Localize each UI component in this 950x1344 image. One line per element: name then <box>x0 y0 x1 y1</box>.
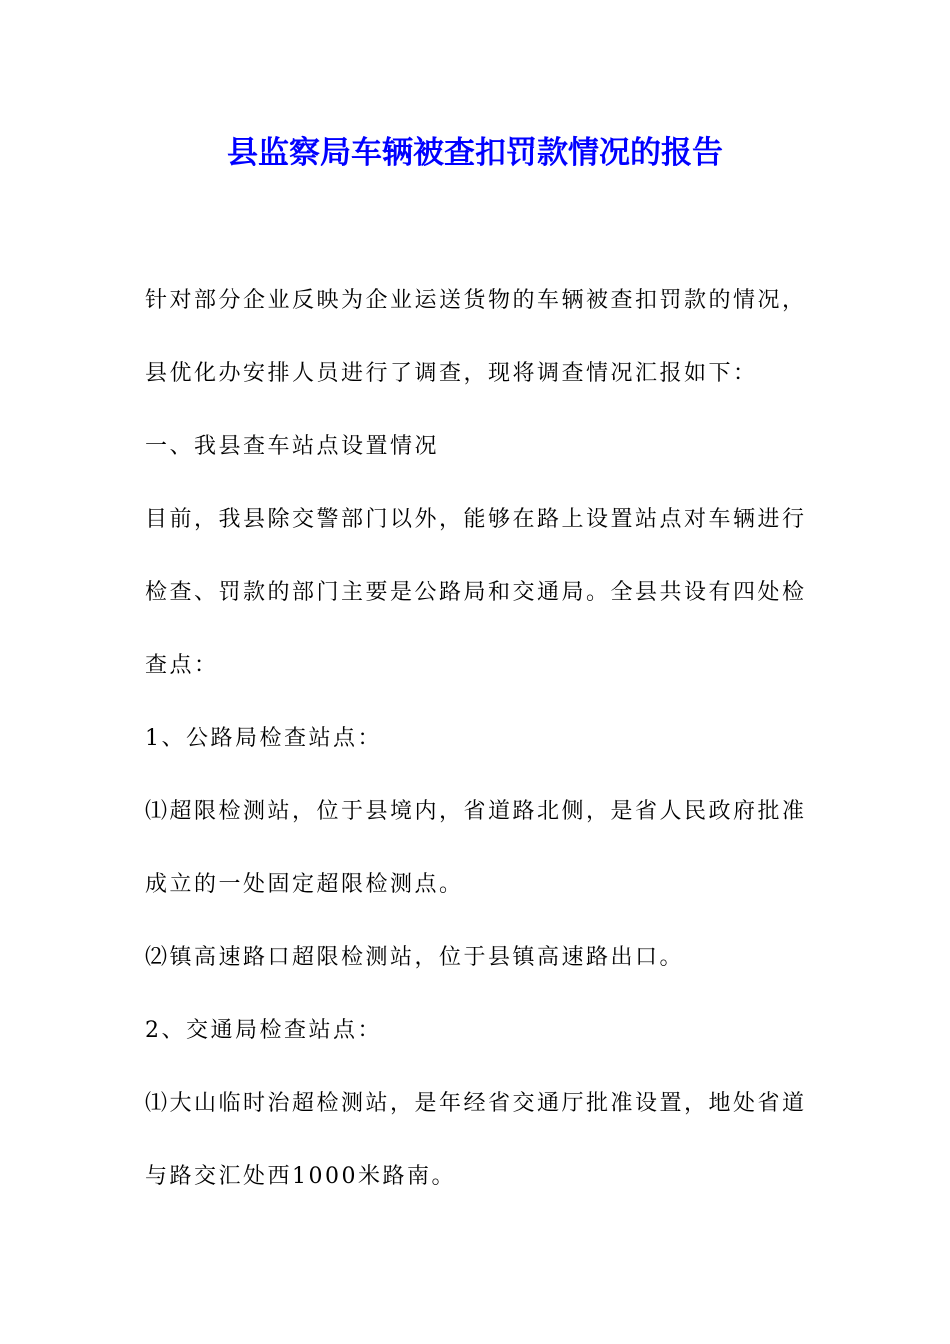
subsection-heading: 1、公路局检查站点： <box>145 726 382 751</box>
body-line: 检查、罚款的部门主要是公路局和交通局。全县共设有四处检 <box>145 580 807 605</box>
body-line: ⑴超限检测站，位于县境内，省道路北侧，是省人民政府批准 <box>145 799 807 824</box>
document-title: 县监察局车辆被查扣罚款情况的报告 <box>227 135 723 171</box>
body-line: 目前，我县除交警部门以外，能够在路上设置站点对车辆进行 <box>145 507 807 532</box>
body-line: 针对部分企业反映为企业运送货物的车辆被查扣罚款的情况， <box>145 288 807 313</box>
body-line: 与路交汇处西1000米路南。 <box>145 1164 456 1189</box>
body-line: ⑵镇高速路口超限检测站，位于县镇高速路出口。 <box>145 945 685 970</box>
body-line: 成立的一处固定超限检测点。 <box>145 872 464 897</box>
document-body <box>145 264 810 1213</box>
body-line: ⑴大山临时治超检测站，是年经省交通厅批准设置，地处省道 <box>145 1091 807 1116</box>
subsection-heading: 2、交通局检查站点： <box>145 1018 382 1043</box>
section-heading: 一、我县查车站点设置情况 <box>145 434 440 459</box>
body-line: 县优化办安排人员进行了调查，现将调查情况汇报如下： <box>145 361 758 386</box>
body-line: 查点： <box>145 653 219 678</box>
